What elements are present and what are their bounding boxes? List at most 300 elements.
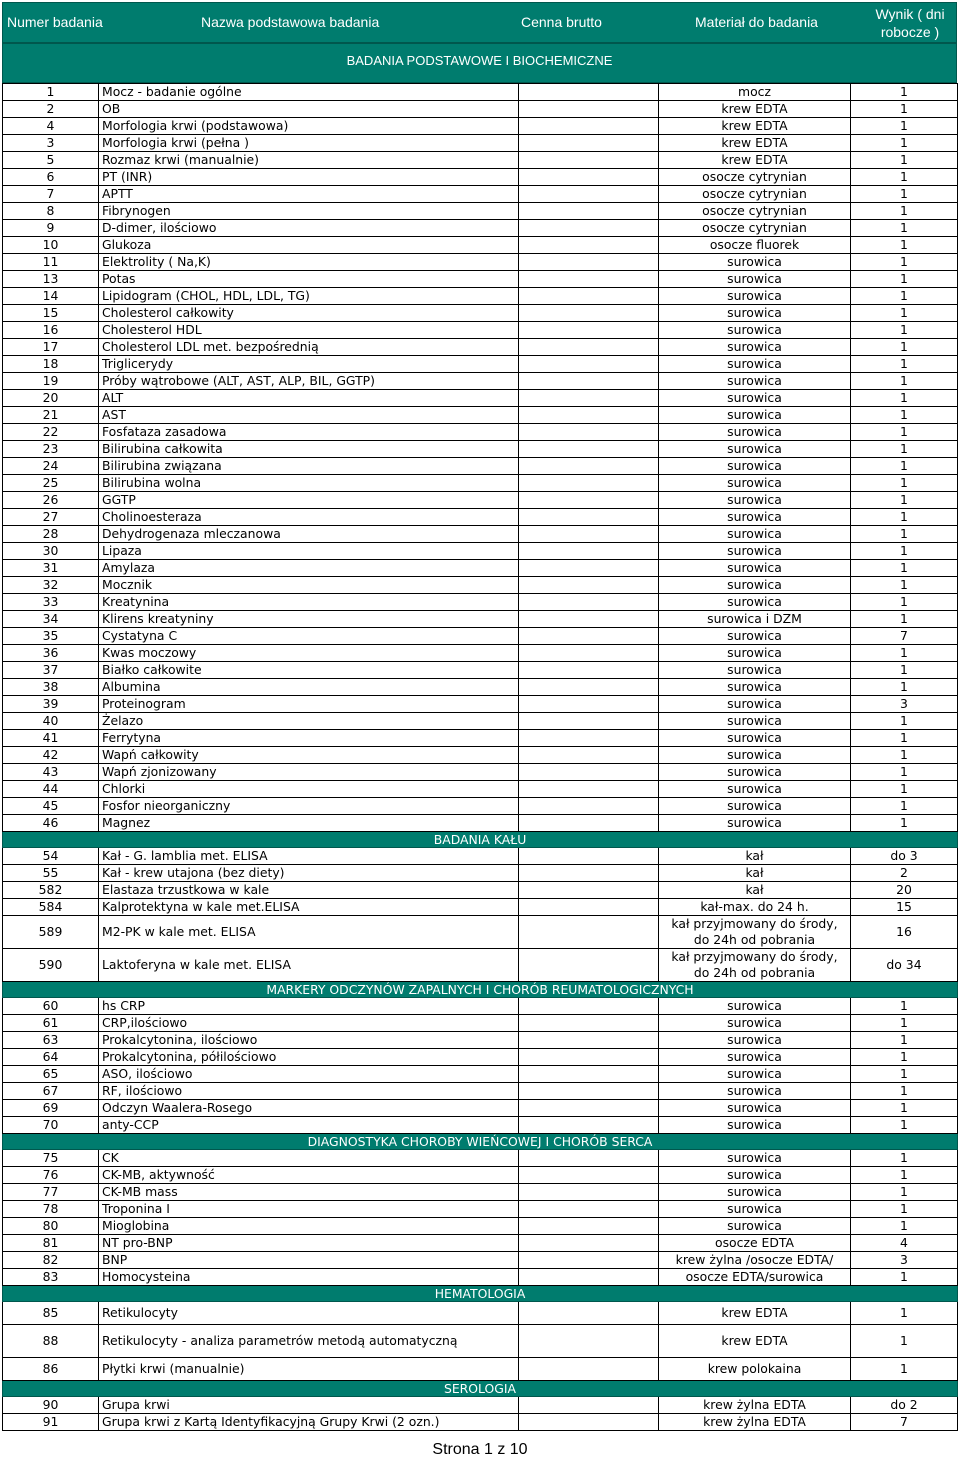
test-name-cell: Retikulocyty - analiza parametrów metodą automatyczną [99, 1325, 519, 1358]
table-row [3, 730, 958, 747]
test-number-cell: 584 [3, 899, 99, 916]
result-days-cell: 1 [851, 662, 958, 679]
price-cell [519, 577, 659, 594]
result-days-cell: 1 [851, 798, 958, 815]
result-days-cell: 1 [851, 424, 958, 441]
test-name-cell: Rozmaz krwi (manualnie) [99, 152, 519, 169]
test-number-cell: 83 [3, 1269, 99, 1286]
test-number-cell: 25 [3, 475, 99, 492]
test-name-cell: Fosfataza zasadowa [99, 424, 519, 441]
result-days-cell: 1 [851, 1218, 958, 1235]
price-cell [519, 475, 659, 492]
result-days-cell: 3 [851, 1252, 958, 1269]
column-header-price: Cenna brutto [521, 14, 602, 30]
result-days-cell: 7 [851, 628, 958, 645]
price-cell [519, 1414, 659, 1431]
table-row [3, 747, 958, 764]
material-cell: surowica [659, 322, 851, 339]
test-number-cell: 55 [3, 865, 99, 882]
test-name-cell: Morfologia krwi (pełna ) [99, 135, 519, 152]
test-number-cell: 10 [3, 237, 99, 254]
test-number-cell: 38 [3, 679, 99, 696]
price-cell [519, 305, 659, 322]
test-number-cell: 15 [3, 305, 99, 322]
price-cell [519, 645, 659, 662]
price-cell [519, 611, 659, 628]
test-name-cell: Płytki krwi (manualnie) [99, 1358, 519, 1381]
table-row [3, 1150, 958, 1167]
material-cell: surowica [659, 407, 851, 424]
test-number-cell: 5 [3, 152, 99, 169]
test-name-cell: Chlorki [99, 781, 519, 798]
test-number-cell: 63 [3, 1032, 99, 1049]
price-cell [519, 882, 659, 899]
price-cell [519, 730, 659, 747]
test-number-cell: 32 [3, 577, 99, 594]
test-name-cell: Mioglobina [99, 1218, 519, 1235]
test-number-cell: 64 [3, 1049, 99, 1066]
table-row [3, 390, 958, 407]
material-cell: surowica [659, 475, 851, 492]
material-cell: surowica [659, 628, 851, 645]
result-days-cell: 1 [851, 118, 958, 135]
test-number-cell: 86 [3, 1358, 99, 1381]
test-number-cell: 34 [3, 611, 99, 628]
test-name-cell: Elektrolity ( Na,K) [99, 254, 519, 271]
column-header-result: Wynik ( dni robocze ) [875, 6, 945, 40]
test-name-cell: Bilirubina wolna [99, 475, 519, 492]
test-number-cell: 30 [3, 543, 99, 560]
test-name-cell: Glukoza [99, 237, 519, 254]
table-row [3, 1414, 958, 1431]
test-name-cell: Cholesterol HDL [99, 322, 519, 339]
result-days-cell: 1 [851, 1302, 958, 1325]
test-number-cell: 18 [3, 356, 99, 373]
material-cell: surowica [659, 560, 851, 577]
table-row [3, 696, 958, 713]
material-cell: krew EDTA [659, 101, 851, 118]
test-name-cell: Fibrynogen [99, 203, 519, 220]
material-cell: surowica [659, 1117, 851, 1134]
material-cell: surowica [659, 1015, 851, 1032]
material-cell: surowica [659, 424, 851, 441]
test-name-cell: Lipidogram (CHOL, HDL, LDL, TG) [99, 288, 519, 305]
table-row [3, 475, 958, 492]
price-cell [519, 101, 659, 118]
table-row [3, 1049, 958, 1066]
table-row [3, 118, 958, 135]
price-cell [519, 747, 659, 764]
result-days-cell: 1 [851, 1015, 958, 1032]
price-cell [519, 1325, 659, 1358]
price-cell [519, 424, 659, 441]
result-days-cell: 1 [851, 679, 958, 696]
test-name-cell: Wapń całkowity [99, 747, 519, 764]
table-row [3, 764, 958, 781]
result-days-cell: 1 [851, 492, 958, 509]
price-cell [519, 135, 659, 152]
price-cell [519, 509, 659, 526]
result-days-cell: 1 [851, 407, 958, 424]
price-cell [519, 339, 659, 356]
test-name-cell: Próby wątrobowe (ALT, AST, ALP, BIL, GGTP) [99, 373, 519, 390]
test-name-cell: Cholesterol LDL met. bezpośrednią [99, 339, 519, 356]
result-days-cell: 20 [851, 882, 958, 899]
test-name-cell: OB [99, 101, 519, 118]
test-name-cell: RF, ilościowo [99, 1083, 519, 1100]
table-row [3, 916, 958, 949]
section-title: SEROLOGIA [3, 1381, 958, 1397]
result-days-cell: 1 [851, 560, 958, 577]
material-cell: surowica [659, 254, 851, 271]
material-cell: kał [659, 882, 851, 899]
test-name-cell: Grupa krwi z Kartą Identyfikacyjną Grupy Krwi (2 ozn.) [99, 1414, 519, 1431]
test-number-cell: 60 [3, 998, 99, 1015]
test-name-cell: Dehydrogenaza mleczanowa [99, 526, 519, 543]
material-cell: osocze EDTA [659, 1235, 851, 1252]
result-days-cell: 1 [851, 254, 958, 271]
material-cell: surowica [659, 1083, 851, 1100]
result-days-cell: 1 [851, 1083, 958, 1100]
test-name-cell: Klirens kreatyniny [99, 611, 519, 628]
test-number-cell: 78 [3, 1201, 99, 1218]
price-cell [519, 848, 659, 865]
material-cell: surowica [659, 339, 851, 356]
result-days-cell: 1 [851, 1201, 958, 1218]
result-days-cell: do 34 [851, 949, 958, 982]
price-cell [519, 662, 659, 679]
result-days-cell: 1 [851, 458, 958, 475]
test-number-cell: 11 [3, 254, 99, 271]
result-days-cell: 15 [851, 899, 958, 916]
test-name-cell: Kalprotektyna w kale met.ELISA [99, 899, 519, 916]
test-number-cell: 28 [3, 526, 99, 543]
material-cell: kał przyjmowany do środy, do 24h od pobrania [659, 949, 851, 982]
table-row [3, 848, 958, 865]
table-row [3, 611, 958, 628]
test-name-cell: Kał - krew utajona (bez diety) [99, 865, 519, 882]
price-cell [519, 1100, 659, 1117]
test-number-cell: 27 [3, 509, 99, 526]
result-days-cell: 1 [851, 271, 958, 288]
result-days-cell: do 3 [851, 848, 958, 865]
result-days-cell: 1 [851, 526, 958, 543]
test-name-cell: Kał - G. lamblia met. ELISA [99, 848, 519, 865]
test-number-cell: 22 [3, 424, 99, 441]
material-cell: surowica [659, 1201, 851, 1218]
test-name-cell: BNP [99, 1252, 519, 1269]
test-number-cell: 589 [3, 916, 99, 949]
test-name-cell: Mocz - badanie ogólne [99, 84, 519, 101]
test-number-cell: 41 [3, 730, 99, 747]
test-name-cell: GGTP [99, 492, 519, 509]
test-name-cell: Laktoferyna w kale met. ELISA [99, 949, 519, 982]
material-cell: surowica [659, 492, 851, 509]
price-cell [519, 865, 659, 882]
material-cell: surowica [659, 373, 851, 390]
table-row [3, 798, 958, 815]
table-row [3, 1252, 958, 1269]
material-cell: surowica [659, 288, 851, 305]
price-cell [519, 458, 659, 475]
material-cell: surowica [659, 747, 851, 764]
table-row [3, 882, 958, 899]
material-cell: osocze cytrynian [659, 169, 851, 186]
result-days-cell: 1 [851, 1358, 958, 1381]
material-cell: kał [659, 865, 851, 882]
test-name-cell: CK-MB, aktywność [99, 1167, 519, 1184]
table-row [3, 815, 958, 832]
test-name-cell: Potas [99, 271, 519, 288]
result-days-cell: 1 [851, 101, 958, 118]
test-number-cell: 65 [3, 1066, 99, 1083]
material-cell: krew żylna EDTA [659, 1414, 851, 1431]
result-days-cell: 1 [851, 203, 958, 220]
price-cell [519, 899, 659, 916]
material-cell: surowica [659, 1184, 851, 1201]
table-row [3, 1083, 958, 1100]
price-cell [519, 1150, 659, 1167]
table-row [3, 949, 958, 982]
test-number-cell: 14 [3, 288, 99, 305]
test-name-cell: hs CRP [99, 998, 519, 1015]
column-header-name: Nazwa podstawowa badania [201, 14, 380, 30]
test-number-cell: 23 [3, 441, 99, 458]
price-table-body [3, 84, 958, 1431]
result-days-cell: 1 [851, 543, 958, 560]
price-cell [519, 713, 659, 730]
material-cell: surowica [659, 1066, 851, 1083]
price-cell [519, 560, 659, 577]
result-days-cell: 1 [851, 645, 958, 662]
test-number-cell: 9 [3, 220, 99, 237]
result-days-cell: 16 [851, 916, 958, 949]
table-row [3, 220, 958, 237]
price-cell [519, 1269, 659, 1286]
material-cell: kał przyjmowany do środy, do 24h od pobrania [659, 916, 851, 949]
material-cell: surowica [659, 798, 851, 815]
test-number-cell: 31 [3, 560, 99, 577]
table-row [3, 1235, 958, 1252]
table-row [3, 645, 958, 662]
test-name-cell: Fosfor nieorganiczny [99, 798, 519, 815]
price-cell [519, 1015, 659, 1032]
test-name-cell: Bilirubina związana [99, 458, 519, 475]
test-name-cell: Odczyn Waalera-Rosego [99, 1100, 519, 1117]
section-title: DIAGNOSTYKA CHOROBY WIEŃCOWEJ I CHORÓB SERCA [3, 1134, 958, 1150]
material-cell: surowica [659, 390, 851, 407]
result-days-cell: 1 [851, 1269, 958, 1286]
section-title-row [3, 832, 958, 848]
test-name-cell: Magnez [99, 815, 519, 832]
table-row [3, 1325, 958, 1358]
test-number-cell: 39 [3, 696, 99, 713]
material-cell: surowica [659, 730, 851, 747]
table-row [3, 594, 958, 611]
result-days-cell: 1 [851, 1184, 958, 1201]
test-name-cell: Lipaza [99, 543, 519, 560]
table-row [3, 1184, 958, 1201]
section-title-row [3, 982, 958, 998]
table-row [3, 662, 958, 679]
table-row [3, 135, 958, 152]
material-cell: surowica [659, 679, 851, 696]
material-cell: surowica [659, 781, 851, 798]
price-cell [519, 1032, 659, 1049]
table-row [3, 1218, 958, 1235]
test-name-cell: ASO, ilościowo [99, 1066, 519, 1083]
material-cell: krew żylna EDTA [659, 1397, 851, 1414]
price-cell [519, 152, 659, 169]
test-number-cell: 26 [3, 492, 99, 509]
section-title-row [3, 1381, 958, 1397]
result-days-cell: 1 [851, 169, 958, 186]
test-number-cell: 69 [3, 1100, 99, 1117]
test-number-cell: 85 [3, 1302, 99, 1325]
table-row [3, 1397, 958, 1414]
table-row [3, 526, 958, 543]
result-days-cell: do 2 [851, 1397, 958, 1414]
price-cell [519, 781, 659, 798]
test-number-cell: 77 [3, 1184, 99, 1201]
result-days-cell: 1 [851, 747, 958, 764]
test-name-cell: Proteinogram [99, 696, 519, 713]
material-cell: krew polokaina [659, 1358, 851, 1381]
material-cell: surowica [659, 577, 851, 594]
test-name-cell: Triglicerydy [99, 356, 519, 373]
result-days-cell: 1 [851, 135, 958, 152]
material-cell: surowica [659, 998, 851, 1015]
result-days-cell: 1 [851, 730, 958, 747]
price-cell [519, 373, 659, 390]
table-row [3, 186, 958, 203]
material-cell: krew EDTA [659, 1302, 851, 1325]
price-cell [519, 390, 659, 407]
material-cell: kał-max. do 24 h. [659, 899, 851, 916]
material-cell: kał [659, 848, 851, 865]
price-cell [519, 679, 659, 696]
result-days-cell: 1 [851, 1032, 958, 1049]
material-cell: osocze cytrynian [659, 203, 851, 220]
price-cell [519, 492, 659, 509]
price-cell [519, 288, 659, 305]
material-cell: krew EDTA [659, 1325, 851, 1358]
table-row [3, 998, 958, 1015]
material-cell: krew żylna /osocze EDTA/ [659, 1252, 851, 1269]
price-cell [519, 1117, 659, 1134]
section-title-text: BADANIA PODSTAWOWE I BIOCHEMICZNE [346, 53, 613, 68]
result-days-cell: 1 [851, 713, 958, 730]
price-cell [519, 407, 659, 424]
section-title-row [3, 1286, 958, 1302]
test-number-cell: 7 [3, 186, 99, 203]
test-name-cell: Grupa krwi [99, 1397, 519, 1414]
material-cell: surowica [659, 543, 851, 560]
test-number-cell: 4 [3, 118, 99, 135]
result-days-cell: 1 [851, 322, 958, 339]
result-days-cell: 1 [851, 815, 958, 832]
test-number-cell: 82 [3, 1252, 99, 1269]
result-days-cell: 1 [851, 475, 958, 492]
test-name-cell: Morfologia krwi (podstawowa) [99, 118, 519, 135]
result-days-cell: 1 [851, 781, 958, 798]
material-cell: surowica [659, 1218, 851, 1235]
material-cell: surowica [659, 441, 851, 458]
test-number-cell: 6 [3, 169, 99, 186]
table-row [3, 577, 958, 594]
table-row [3, 288, 958, 305]
price-cell [519, 322, 659, 339]
table-row [3, 237, 958, 254]
table-row [3, 458, 958, 475]
page-number: Strona 1 z 10 [432, 1441, 528, 1458]
table-row [3, 781, 958, 798]
table-row [3, 254, 958, 271]
test-name-cell: AST [99, 407, 519, 424]
material-cell: surowica [659, 1032, 851, 1049]
test-number-cell: 43 [3, 764, 99, 781]
test-name-cell: Prokalcytonina, ilościowo [99, 1032, 519, 1049]
test-number-cell: 80 [3, 1218, 99, 1235]
test-number-cell: 1 [3, 84, 99, 101]
test-number-cell: 2 [3, 101, 99, 118]
price-cell [519, 271, 659, 288]
result-days-cell: 1 [851, 611, 958, 628]
test-number-cell: 37 [3, 662, 99, 679]
table-row [3, 407, 958, 424]
price-cell [519, 526, 659, 543]
material-cell: surowica [659, 1150, 851, 1167]
test-number-cell: 17 [3, 339, 99, 356]
material-cell: surowica [659, 356, 851, 373]
test-name-cell: CK-MB mass [99, 1184, 519, 1201]
material-cell: surowica [659, 1100, 851, 1117]
result-days-cell: 1 [851, 594, 958, 611]
result-days-cell: 2 [851, 865, 958, 882]
table-row [3, 339, 958, 356]
test-name-cell: Elastaza trzustkowa w kale [99, 882, 519, 899]
result-days-cell: 1 [851, 288, 958, 305]
result-days-cell: 7 [851, 1414, 958, 1431]
result-days-cell: 1 [851, 152, 958, 169]
test-number-cell: 35 [3, 628, 99, 645]
test-number-cell: 70 [3, 1117, 99, 1134]
table-row [3, 1358, 958, 1381]
test-number-cell: 590 [3, 949, 99, 982]
table-row [3, 1117, 958, 1134]
section-title: BADANIA KAŁU [3, 832, 958, 848]
result-days-cell: 1 [851, 998, 958, 1015]
section-title-basic [2, 43, 957, 83]
section-title: MARKERY ODCZYNÓW ZAPALNYCH I CHORÓB REUMATOLOGICZNYCH [3, 982, 958, 998]
material-cell: surowica [659, 1167, 851, 1184]
table-row [3, 203, 958, 220]
test-number-cell: 16 [3, 322, 99, 339]
table-row [3, 84, 958, 101]
material-cell: osocze EDTA/surowica [659, 1269, 851, 1286]
test-name-cell: Cholesterol całkowity [99, 305, 519, 322]
table-row [3, 101, 958, 118]
material-cell: osocze cytrynian [659, 220, 851, 237]
price-cell [519, 764, 659, 781]
price-cell [519, 203, 659, 220]
result-days-cell: 4 [851, 1235, 958, 1252]
table-row [3, 1015, 958, 1032]
result-days-cell: 1 [851, 577, 958, 594]
table-row [3, 373, 958, 390]
price-cell [519, 815, 659, 832]
price-cell [519, 441, 659, 458]
